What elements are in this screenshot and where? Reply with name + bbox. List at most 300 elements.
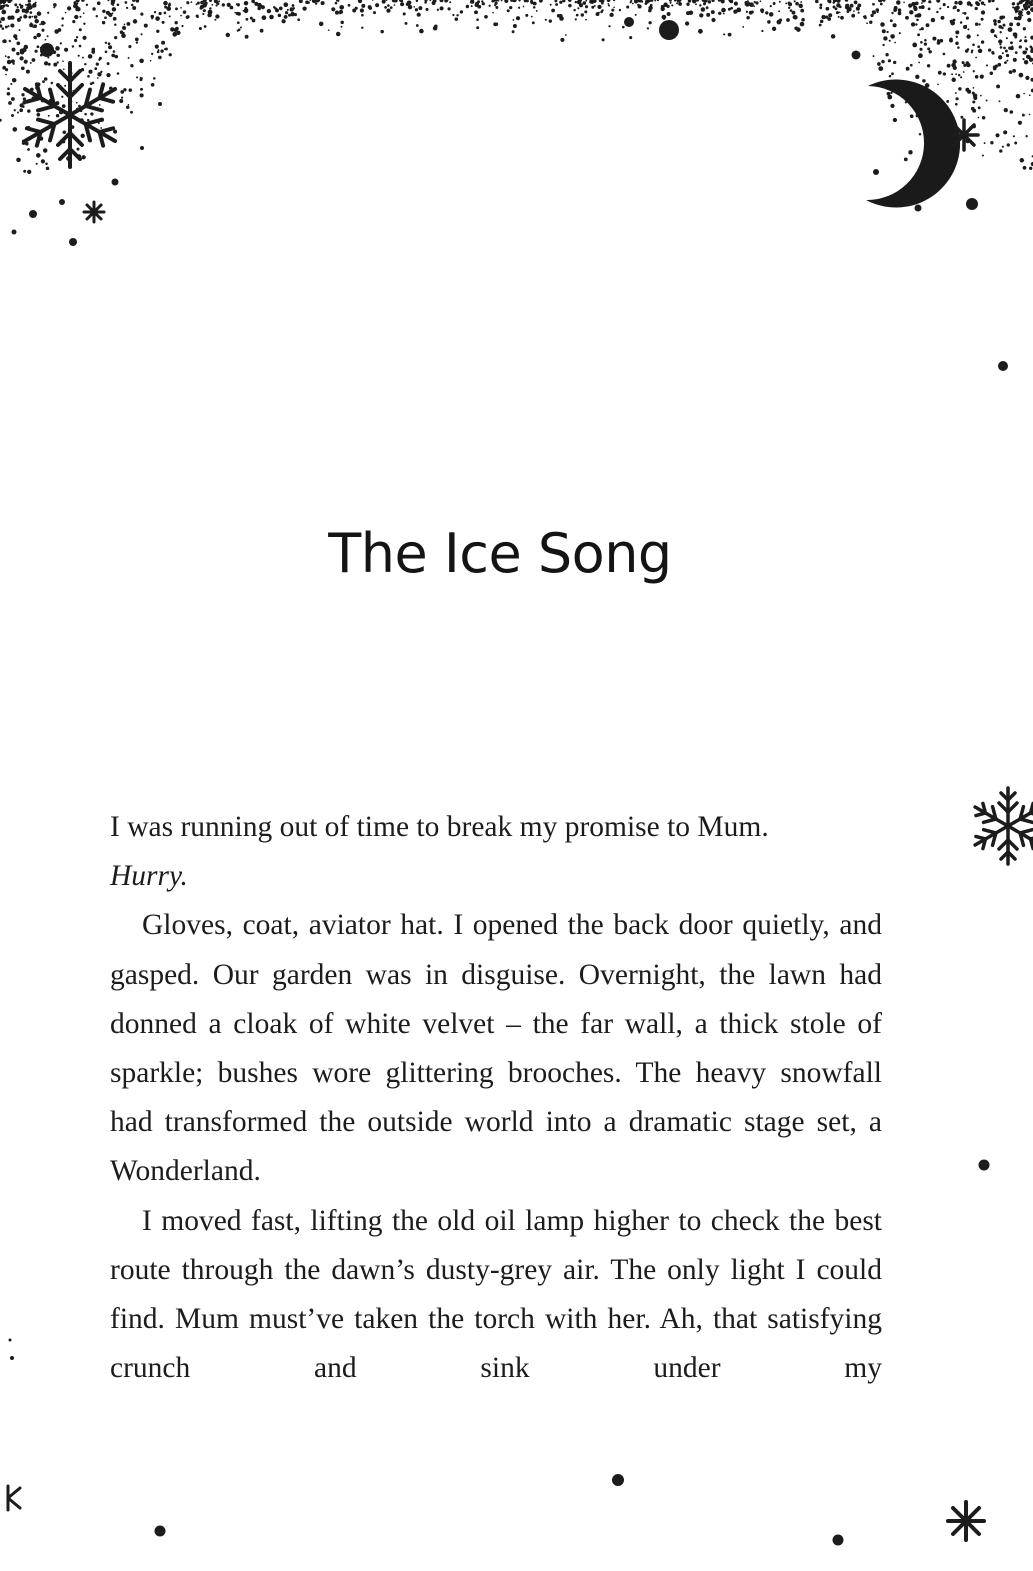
snow-speck <box>777 20 782 25</box>
snow-speck <box>516 16 520 20</box>
snow-speck <box>361 27 363 29</box>
snow-speck <box>836 3 840 7</box>
snow-speck <box>532 21 535 24</box>
snow-speck <box>393 0 397 2</box>
snow-speck <box>19 4 21 6</box>
snow-speck <box>699 13 703 17</box>
snow-speck <box>836 12 838 14</box>
snow-speck <box>1 10 6 15</box>
snow-speck <box>626 20 629 23</box>
snow-speck <box>257 7 261 11</box>
snow-speck <box>913 86 917 90</box>
snow-speck <box>49 99 53 103</box>
snow-speck <box>203 3 207 7</box>
snow-speck <box>2 0 6 3</box>
snow-speck <box>819 6 822 9</box>
snow-speck <box>913 6 917 10</box>
snow-speck <box>598 12 600 14</box>
snow-speck <box>209 7 212 10</box>
snow-speck <box>121 34 126 39</box>
snow-speck <box>845 0 849 2</box>
snow-speck <box>509 6 512 9</box>
snow-speck <box>140 77 142 79</box>
snow-speck <box>361 4 365 8</box>
snow-speck <box>22 101 26 105</box>
snow-speck <box>1023 6 1025 8</box>
snow-speck <box>801 10 803 12</box>
snow-speck <box>77 154 81 158</box>
snow-speck <box>647 0 651 2</box>
snow-speck <box>954 1 958 5</box>
snow-speck <box>831 34 836 39</box>
snow-speck <box>140 13 143 16</box>
snow-speck <box>960 76 962 78</box>
snow-speck <box>81 134 85 138</box>
snow-speck <box>0 119 2 122</box>
snow-speck <box>977 45 980 48</box>
snow-speck <box>169 15 171 17</box>
snow-speck <box>0 5 4 9</box>
snow-speck <box>701 7 705 11</box>
snow-speck <box>994 23 997 26</box>
snow-speck <box>957 46 960 49</box>
snow-speck <box>847 7 851 11</box>
snow-speck <box>607 3 609 5</box>
snow-speck <box>59 110 63 114</box>
snow-speck <box>853 10 855 12</box>
snow-speck <box>44 61 48 65</box>
snow-speck <box>721 0 725 3</box>
snow-speck <box>654 0 656 1</box>
snow-speck <box>913 7 917 11</box>
snow-speck <box>545 19 547 21</box>
snow-speck <box>728 33 732 37</box>
snow-speck <box>728 0 733 2</box>
snow-speck <box>168 4 171 7</box>
snow-speck <box>139 59 144 64</box>
snow-speck <box>91 48 95 52</box>
snow-speck <box>890 92 892 94</box>
snow-speck <box>751 10 754 13</box>
snow-speck <box>283 2 288 7</box>
snow-speck <box>631 19 633 21</box>
snow-speck <box>172 32 177 37</box>
snow-speck <box>57 61 59 63</box>
snow-speck <box>384 6 387 9</box>
snow-speck <box>1027 18 1031 22</box>
snow-speck <box>851 14 855 18</box>
snow-speck <box>845 4 849 8</box>
snow-speck <box>27 109 30 112</box>
snow-speck <box>129 88 133 92</box>
snow-speck <box>62 60 64 62</box>
snow-speck <box>294 13 297 16</box>
snow-speck <box>946 100 949 103</box>
snow-speck <box>980 75 984 79</box>
snow-speck <box>1016 5 1020 9</box>
snow-speck <box>941 16 945 20</box>
snow-speck <box>882 29 886 33</box>
snow-speck <box>297 18 300 21</box>
star-icon <box>948 1502 984 1540</box>
snow-speck <box>99 57 102 60</box>
snow-speck <box>963 71 965 73</box>
snow-speck <box>839 6 842 9</box>
snow-speck <box>10 83 12 85</box>
snow-speck <box>577 0 582 4</box>
snow-speck <box>708 0 711 3</box>
snow-speck <box>973 93 977 97</box>
snow-speck <box>1006 60 1008 62</box>
snow-speck <box>113 17 117 21</box>
snow-speck <box>607 0 611 2</box>
snow-speck <box>130 64 133 67</box>
snow-speck <box>1015 51 1018 54</box>
snow-speck <box>97 1 101 5</box>
snow-speck <box>186 15 189 18</box>
snow-speck <box>889 75 892 78</box>
snow-speck <box>629 36 632 39</box>
snow-speck <box>870 14 873 17</box>
snow-speck <box>87 119 89 121</box>
snow-speck <box>337 0 339 2</box>
snow-speck <box>833 6 836 9</box>
snow-speck <box>825 15 828 18</box>
snow-speck <box>495 6 498 9</box>
snow-speck <box>706 13 710 17</box>
snow-speck <box>1005 50 1008 53</box>
snow-speck <box>1019 73 1024 78</box>
snow-speck <box>368 5 372 9</box>
snow-speck <box>850 4 854 8</box>
snow-speck <box>131 4 134 7</box>
snow-speck <box>887 92 891 96</box>
snow-speck <box>963 64 966 67</box>
snow-speck <box>237 12 241 16</box>
snow-speck <box>76 7 81 12</box>
snow-speck <box>28 16 31 19</box>
snow-speck <box>200 1 204 5</box>
snow-speck <box>126 105 130 109</box>
snow-speck <box>328 29 330 31</box>
snow-speck <box>174 28 178 32</box>
snow-speck <box>1020 39 1022 41</box>
snow-speck <box>205 2 208 5</box>
snow-speck <box>916 13 920 17</box>
snow-speck <box>5 55 7 57</box>
snow-speck <box>955 41 959 45</box>
snow-speck <box>335 2 338 5</box>
snow-speck <box>788 1 791 4</box>
snow-speck <box>245 7 248 10</box>
snow-speck <box>970 4 973 7</box>
snow-speck <box>1009 70 1013 74</box>
snow-speck <box>988 0 991 3</box>
snow-speck <box>718 12 721 15</box>
snow-speck <box>815 0 819 3</box>
snow-speck <box>1 8 3 10</box>
snow-speck <box>990 141 993 144</box>
snow-speck <box>779 18 782 21</box>
snow-speck <box>29 11 32 14</box>
snow-speck <box>1023 4 1027 8</box>
snow-speck <box>1006 37 1008 39</box>
snow-speck <box>48 115 50 117</box>
snow-speck <box>100 118 104 122</box>
snow-speck <box>321 1 325 5</box>
snow-speck <box>32 16 34 18</box>
snow-speck <box>417 13 421 17</box>
snow-speck <box>736 8 741 13</box>
snow-speck <box>1004 61 1007 64</box>
snow-speck <box>915 2 919 6</box>
snow-speck <box>533 6 536 9</box>
snowflake-icon <box>19 63 121 167</box>
snow-speck <box>216 1 219 4</box>
snow-speck <box>1016 22 1020 26</box>
snow-speck <box>492 0 494 2</box>
snow-speck <box>703 2 706 5</box>
snow-speck <box>613 0 615 1</box>
snow-speck <box>122 26 126 30</box>
snow-speck <box>498 0 500 2</box>
snow-speck <box>400 2 404 6</box>
snow-speck <box>746 3 749 6</box>
snow-speck <box>1025 1 1029 5</box>
snow-speck <box>200 7 203 10</box>
snow-speck <box>966 17 969 20</box>
snow-speck <box>169 53 172 56</box>
snow-speck <box>161 41 165 45</box>
snow-speck <box>11 59 15 63</box>
snow-speck <box>846 10 849 13</box>
snow-speck <box>696 0 699 2</box>
snow-speck <box>975 23 978 26</box>
snow-speck <box>214 0 218 3</box>
snow-speck <box>309 0 311 1</box>
snow-speck <box>893 118 897 122</box>
snow-speck <box>733 9 737 13</box>
snow-speck <box>17 6 19 8</box>
snow-speck <box>158 56 162 60</box>
snow-speck <box>408 5 412 9</box>
snow-speck <box>434 25 438 29</box>
snow-speck <box>943 3 946 6</box>
snow-speck <box>164 12 167 15</box>
snow-speck <box>293 7 295 9</box>
snow-speck <box>863 16 865 18</box>
snow-speck <box>821 15 825 19</box>
snow-speck <box>972 43 975 46</box>
snow-speck <box>937 39 940 42</box>
snow-speck <box>770 5 772 7</box>
snow-speck <box>7 25 9 27</box>
snow-speck <box>199 27 202 30</box>
snow-speck <box>1002 52 1004 54</box>
snow-speck <box>912 90 914 92</box>
snow-speck <box>1030 46 1033 49</box>
snow-speck <box>26 6 30 10</box>
snow-speck <box>1011 46 1013 48</box>
snow-speck <box>62 104 66 108</box>
snow-speck <box>583 1 587 5</box>
snow-speck <box>273 6 276 9</box>
snow-speck <box>24 9 29 14</box>
snow-speck <box>175 7 178 10</box>
snow-speck <box>1018 12 1022 16</box>
snow-speck <box>32 26 34 28</box>
snow-speck <box>873 55 875 57</box>
snow-speck <box>299 0 303 3</box>
snow-speck <box>27 3 31 7</box>
snow-speck <box>991 51 994 54</box>
snow-speck <box>925 83 930 88</box>
snow-speck <box>495 2 498 5</box>
snow-speck <box>993 66 996 69</box>
snow-speck <box>126 22 130 26</box>
snow-speck <box>79 45 82 48</box>
snow-speck <box>788 7 790 9</box>
snow-speck <box>69 100 72 103</box>
snow-speck <box>507 9 510 12</box>
snow-speck <box>176 31 180 35</box>
snow-speck <box>481 0 483 2</box>
snow-speck <box>917 13 921 17</box>
snow-speck <box>5 4 7 6</box>
snow-speck <box>22 141 26 145</box>
snow-speck <box>181 25 183 27</box>
snow-speck <box>19 56 23 60</box>
snow-speck <box>599 0 603 2</box>
snow-speck <box>742 26 744 28</box>
snow-speck <box>197 16 199 18</box>
snow-speck <box>872 10 876 14</box>
snow-speck <box>872 3 875 6</box>
snow-speck <box>597 5 601 9</box>
snow-speck <box>678 2 682 6</box>
snow-speck <box>1008 46 1011 49</box>
snow-speck <box>29 23 33 27</box>
snow-speck <box>73 4 78 9</box>
snow-speck <box>975 7 978 10</box>
snow-speck <box>36 163 38 165</box>
snow-speck <box>84 63 86 65</box>
snow-speck <box>202 13 204 15</box>
snow-speckle-icon <box>0 0 1033 180</box>
snow-speck <box>180 15 182 17</box>
snow-speck <box>854 0 858 4</box>
snow-speck <box>892 86 894 88</box>
snow-speck <box>531 16 533 18</box>
snow-speck <box>288 14 291 17</box>
snow-speck <box>290 7 294 11</box>
snow-speck <box>6 4 8 6</box>
snow-speck <box>880 3 883 6</box>
snow-speck <box>274 7 277 10</box>
snow-speck <box>125 1 128 4</box>
snow-speck <box>693 0 696 2</box>
snow-speck <box>993 19 997 23</box>
snow-speck <box>66 156 70 160</box>
snow-speck <box>1022 114 1025 117</box>
snow-speck <box>703 0 708 3</box>
snow-speck <box>1027 5 1030 8</box>
snow-speck <box>269 15 274 20</box>
snow-speck <box>585 19 587 21</box>
snow-speck <box>611 9 614 12</box>
snow-speck <box>949 38 952 41</box>
snow-speck <box>20 6 23 9</box>
snow-speck <box>536 10 538 12</box>
snow-speck <box>53 63 57 67</box>
snow-speck <box>34 19 38 23</box>
snow-speck <box>315 0 320 3</box>
snow-speck <box>382 0 386 4</box>
snow-speck <box>918 53 923 58</box>
snow-speck <box>470 0 474 4</box>
snow-speck <box>585 0 587 2</box>
snow-speck <box>955 30 959 34</box>
snow-speck <box>905 101 907 103</box>
snow-speck <box>164 48 166 50</box>
snow-speck <box>375 3 379 7</box>
snow-speck <box>1024 36 1026 38</box>
snow-speck <box>946 121 950 125</box>
snow-speck <box>418 6 422 10</box>
snow-speck <box>104 16 107 19</box>
snow-speck <box>28 5 33 10</box>
snow-speck <box>51 82 54 85</box>
snow-speck <box>456 14 458 16</box>
paragraph-1 <box>110 803 882 901</box>
snow-speck <box>753 5 755 7</box>
snow-speck <box>151 17 153 19</box>
snow-speck <box>278 14 282 18</box>
snow-speck <box>613 6 615 8</box>
snow-speck <box>648 6 652 10</box>
snow-speck <box>55 46 60 51</box>
snow-speck <box>991 0 994 2</box>
snow-speck <box>899 32 901 34</box>
snow-speck <box>767 20 771 24</box>
snow-speck <box>828 0 831 3</box>
snow-speck <box>81 0 85 2</box>
snow-speck <box>501 0 503 1</box>
snow-speck <box>912 43 917 48</box>
snow-speck <box>559 1 562 4</box>
snow-speck <box>601 2 604 5</box>
snow-speck <box>927 64 930 67</box>
snow-speck <box>51 136 53 138</box>
snow-speck <box>698 29 703 34</box>
snow-speck <box>800 9 804 13</box>
snow-speck <box>3 4 5 6</box>
snow-speck <box>827 0 831 3</box>
snow-speck <box>16 41 20 45</box>
snow-speck <box>524 0 527 2</box>
snow-speck <box>898 12 902 16</box>
snow-speck <box>1013 58 1017 62</box>
snow-speck <box>939 7 941 9</box>
snow-speck <box>76 3 78 5</box>
snow-speck <box>600 11 603 14</box>
snow-speck <box>7 0 11 3</box>
snow-speck <box>670 2 672 4</box>
snow-speck <box>890 34 895 39</box>
snow-speck <box>156 30 159 33</box>
snow-speck <box>27 170 31 174</box>
snow-speck <box>523 6 525 8</box>
